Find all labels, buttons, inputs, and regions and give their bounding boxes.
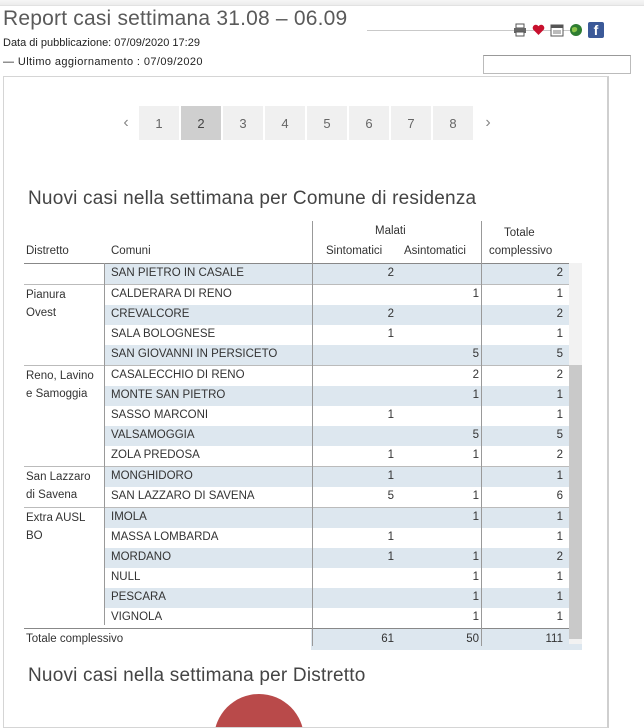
total-label: Totale complessivo xyxy=(26,633,124,645)
sintomatici-cell: 2 xyxy=(387,267,394,279)
asintomatici-cell: 1 xyxy=(472,449,479,461)
comune-cell: SAN GIOVANNI IN PERSICETO xyxy=(111,348,278,360)
asintomatici-cell: 1 xyxy=(472,551,479,563)
comune-cell: SALA BOLOGNESE xyxy=(111,328,216,340)
top-strip xyxy=(0,0,644,6)
last-update: — Ultimo aggiornamento : 07/09/2020 xyxy=(3,56,203,68)
section-title-comune: Nuovi casi nella settimana per Comune di residenza xyxy=(28,188,477,209)
totale-cell: 2 xyxy=(556,551,563,563)
search-input[interactable] xyxy=(483,55,631,74)
printer-icon[interactable] xyxy=(513,22,527,38)
publication-date: Data di pubblicazione: 07/09/2020 17:29 xyxy=(3,37,200,49)
header-complessivo: complessivo xyxy=(489,245,553,257)
comune-cell: NULL xyxy=(111,571,141,583)
header-totale: Totale xyxy=(504,227,535,239)
table-row xyxy=(24,608,582,628)
comune-cell: VIGNOLA xyxy=(111,611,163,623)
totale-cell: 1 xyxy=(556,611,563,623)
report-title: Report casi settimana 31.08 – 06.09 xyxy=(3,7,348,30)
district-name-line: e Samoggia xyxy=(26,388,88,400)
page-button[interactable]: 8 xyxy=(433,106,473,140)
sintomatici-cell: 1 xyxy=(387,470,394,482)
comune-cell: PESCARA xyxy=(111,591,166,603)
table-row xyxy=(24,467,582,487)
sintomatici-cell: 1 xyxy=(387,551,394,563)
asintomatici-cell: 1 xyxy=(472,591,479,603)
district-name-line: Pianura xyxy=(26,289,66,301)
asintomatici-cell: 1 xyxy=(472,389,479,401)
pagination xyxy=(113,106,501,140)
totale-cell: 1 xyxy=(556,288,563,300)
header-malati: Malati xyxy=(375,225,406,237)
table-row xyxy=(24,305,582,325)
window-icon[interactable] xyxy=(550,22,564,38)
district-name-line: Reno, Lavino xyxy=(26,370,94,382)
totale-cell: 2 xyxy=(556,267,563,279)
totale-cell: 1 xyxy=(556,531,563,543)
table-row xyxy=(24,386,582,406)
totale-cell: 1 xyxy=(556,591,563,603)
district-group xyxy=(24,365,582,466)
header-distretto: Distretto xyxy=(26,245,69,257)
comune-cell: MORDANO xyxy=(111,551,172,563)
total-row xyxy=(24,628,582,650)
asintomatici-cell: 1 xyxy=(472,288,479,300)
share-toolbar xyxy=(513,22,604,38)
district-group xyxy=(24,466,582,507)
district-name-line: Extra AUSL xyxy=(26,512,86,524)
table-row xyxy=(24,426,582,446)
sintomatici-cell: 5 xyxy=(387,490,394,502)
totale-cell: 5 xyxy=(556,429,563,441)
table-row xyxy=(24,548,582,568)
asintomatici-cell: 1 xyxy=(472,511,479,523)
comune-cell: SAN LAZZARO DI SAVENA xyxy=(111,490,255,502)
asintomatici-cell: 2 xyxy=(472,369,479,381)
asintomatici-cell: 1 xyxy=(472,611,479,623)
comune-cell: CREVALCORE xyxy=(111,308,190,320)
sintomatici-cell: 1 xyxy=(387,449,394,461)
page-button[interactable]: 7 xyxy=(391,106,431,140)
district-name-line: di Savena xyxy=(26,489,78,501)
heart-icon[interactable] xyxy=(532,22,545,38)
totale-cell: 2 xyxy=(556,449,563,461)
header-sintomatici: Sintomatici xyxy=(326,245,383,257)
asintomatici-cell: 5 xyxy=(472,429,479,441)
header-asintomatici: Asintomatici xyxy=(404,245,466,257)
table-row xyxy=(24,366,582,386)
totale-cell: 5 xyxy=(556,348,563,360)
table-row xyxy=(24,487,582,507)
comune-cell: SASSO MARCONI xyxy=(111,409,209,421)
sintomatici-cell: 1 xyxy=(387,531,394,543)
totale-cell: 1 xyxy=(556,470,563,482)
page-button[interactable]: 3 xyxy=(223,106,263,140)
page-button-active[interactable]: 2 xyxy=(181,106,221,140)
totale-cell: 1 xyxy=(556,409,563,421)
sintomatici-cell: 1 xyxy=(387,328,394,340)
comune-cell: CALDERARA DI RENO xyxy=(111,288,232,300)
total-sintomatici: 61 xyxy=(381,633,394,645)
table-row xyxy=(24,406,582,426)
totale-separator xyxy=(481,221,482,646)
totale-cell: 6 xyxy=(556,490,563,502)
district-name-line: San Lazzaro xyxy=(26,471,91,483)
district-group xyxy=(24,264,582,284)
globe-icon[interactable] xyxy=(569,22,583,38)
comune-cell: CASALECCHIO DI RENO xyxy=(111,369,245,381)
comune-cell: SAN PIETRO IN CASALE xyxy=(111,267,244,279)
comuni-separator xyxy=(104,263,105,625)
malati-separator xyxy=(312,221,313,646)
asintomatici-cell: 1 xyxy=(472,571,479,583)
totale-cell: 1 xyxy=(556,328,563,340)
page-button[interactable]: 6 xyxy=(349,106,389,140)
comune-cell: VALSAMOGGIA xyxy=(111,429,195,441)
district-name-line: BO xyxy=(26,530,43,542)
table-scrollbar-thumb[interactable] xyxy=(569,365,582,639)
district-group xyxy=(24,507,582,628)
table-row xyxy=(24,345,582,365)
district-name-line: Ovest xyxy=(26,307,57,319)
section-title-distretto: Nuovi casi nella settimana per Distretto xyxy=(28,665,366,686)
asintomatici-cell: 5 xyxy=(472,348,479,360)
totale-cell: 2 xyxy=(556,308,563,320)
totale-cell: 1 xyxy=(556,511,563,523)
comune-cell: MONTE SAN PIETRO xyxy=(111,389,226,401)
page-button[interactable]: 5 xyxy=(307,106,347,140)
total-asintomatici: 50 xyxy=(466,633,479,645)
page-button[interactable]: 1 xyxy=(139,106,179,140)
prev-page-button[interactable]: ‹ xyxy=(123,114,129,131)
totale-cell: 1 xyxy=(556,571,563,583)
table-row xyxy=(24,446,582,466)
page-button[interactable]: 4 xyxy=(265,106,305,140)
table-row xyxy=(24,508,582,528)
cases-table xyxy=(24,221,582,650)
sintomatici-cell: 2 xyxy=(387,308,394,320)
comune-cell: MASSA LOMBARDA xyxy=(111,531,219,543)
totale-cell: 2 xyxy=(556,369,563,381)
report-panel xyxy=(3,76,609,728)
table-row xyxy=(24,588,582,608)
next-page-button[interactable]: › xyxy=(485,114,491,131)
total-complessivo: 111 xyxy=(545,633,563,645)
asintomatici-cell: 1 xyxy=(472,490,479,502)
table-row xyxy=(24,325,582,345)
facebook-icon[interactable]: f xyxy=(588,22,604,38)
totale-cell: 1 xyxy=(556,389,563,401)
district-pie-chart xyxy=(214,694,304,728)
comune-cell: ZOLA PREDOSA xyxy=(111,449,200,461)
table-header xyxy=(24,221,582,264)
table-body xyxy=(24,264,582,628)
table-row xyxy=(24,528,582,548)
table-row xyxy=(24,264,582,284)
table-row xyxy=(24,568,582,588)
table-row xyxy=(24,285,582,305)
district-group xyxy=(24,284,582,365)
comune-cell: IMOLA xyxy=(111,511,147,523)
header-comuni: Comuni xyxy=(111,245,151,257)
sintomatici-cell: 1 xyxy=(387,409,394,421)
comune-cell: MONGHIDORO xyxy=(111,470,193,482)
